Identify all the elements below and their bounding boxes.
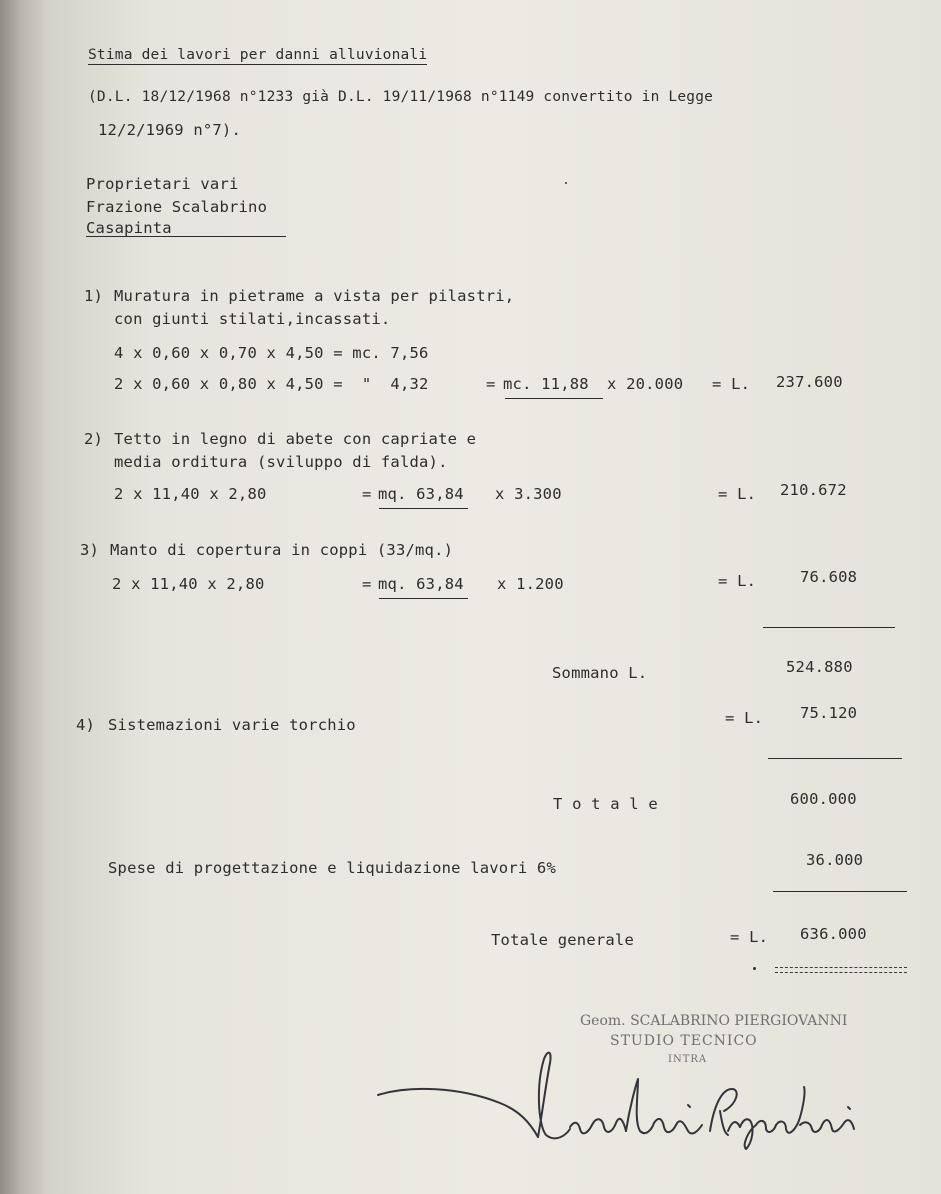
legal-reference-line-2: 12/2/1969 n°7). (98, 121, 241, 139)
totale-label: T o t a l e (553, 795, 658, 813)
item-2-amount: 210.672 (780, 481, 847, 499)
item-1-quantity-underline (505, 398, 603, 399)
spese-amount: 36.000 (806, 851, 864, 869)
item-3-quantity: mq. 63,84 (378, 575, 464, 593)
signature-icon (370, 1045, 870, 1155)
item-3-unit-price: x 1.200 (497, 575, 564, 593)
item-1-quantity: mc. 11,88 (503, 375, 589, 393)
total-rule (768, 758, 902, 759)
item-1-unit-price: x 20.000 (607, 375, 684, 393)
legal-reference-line-1: (D.L. 18/12/1968 n°1233 già D.L. 19/11/1968 n°1149 convertito in Legge (88, 89, 714, 105)
item-1-number: 1) (84, 287, 104, 305)
item-2-quantity: mq. 63,84 (378, 485, 464, 503)
totale-amount: 600.000 (790, 790, 857, 808)
item-2-calc: 2 x 11,40 x 2,80 (114, 485, 267, 503)
grand-total-rule (773, 891, 907, 892)
item-3-calc: 2 x 11,40 x 2,80 (112, 575, 265, 593)
grand-total-amount: 636.000 (800, 925, 867, 943)
stamp-line-3: INTRA (668, 1054, 708, 1065)
item-2-equals: = (362, 485, 372, 503)
grand-total-label: Totale generale (491, 931, 634, 949)
owners-underline (86, 236, 286, 237)
item-3-amount-prefix: = L. (718, 572, 757, 590)
sommano-label: Sommano L. (552, 664, 648, 682)
item-1-description-1: Muratura in pietrame a vista per pilastri, (114, 287, 515, 305)
item-3-quantity-underline (379, 598, 468, 599)
stamp-line-2: STUDIO TECNICO (610, 1033, 758, 1049)
grand-total-amount-prefix: = L. (730, 928, 769, 946)
grand-total-double-rule (775, 967, 907, 973)
binder-edge (0, 0, 48, 1194)
item-2-quantity-underline (379, 508, 468, 509)
item-3-number: 3) (80, 541, 100, 559)
sommano-amount: 524.880 (786, 658, 853, 676)
item-4-description: Sistemazioni varie torchio (108, 716, 356, 734)
item-2-description-2: media orditura (sviluppo di falda). (114, 453, 448, 471)
subtotal-rule (763, 627, 895, 628)
document-title: Stima dei lavori per danni alluvionali (88, 47, 428, 63)
item-2-description-1: Tetto in legno di abete con capriate e (114, 430, 477, 448)
item-4-number: 4) (76, 716, 96, 734)
owners-line-3: Casapinta (86, 219, 172, 237)
item-4-amount: 75.120 (800, 704, 858, 722)
item-3-amount: 76.608 (800, 568, 858, 586)
item-2-number: 2) (84, 430, 104, 448)
item-1-amount: 237.600 (776, 373, 843, 391)
item-1-calc-2: 2 x 0,60 x 0,80 x 4,50 = " 4,32 (114, 375, 429, 393)
item-2-unit-price: x 3.300 (495, 485, 562, 503)
item-1-amount-prefix: = L. (712, 375, 751, 393)
item-1-equals: = (486, 375, 496, 393)
item-1-calc-1: 4 x 0,60 x 0,70 x 4,50 = mc. 7,56 (114, 344, 429, 362)
owners-line-1: Proprietari vari (86, 175, 239, 193)
item-3-description-1: Manto di copertura in coppi (33/mq.) (110, 541, 454, 559)
item-1-description-2: con giunti stilati,incassati. (114, 310, 391, 328)
ink-speck (565, 182, 567, 184)
ink-speck (753, 967, 756, 970)
spese-label: Spese di progettazione e liquidazione lavori 6% (108, 859, 556, 877)
item-3-equals: = (362, 575, 372, 593)
owners-line-2: Frazione Scalabrino (86, 198, 268, 216)
item-4-amount-prefix: = L. (725, 709, 764, 727)
stamp-line-1: Geom. SCALABRINO PIERGIOVANNI (580, 1013, 848, 1029)
item-2-amount-prefix: = L. (718, 485, 757, 503)
